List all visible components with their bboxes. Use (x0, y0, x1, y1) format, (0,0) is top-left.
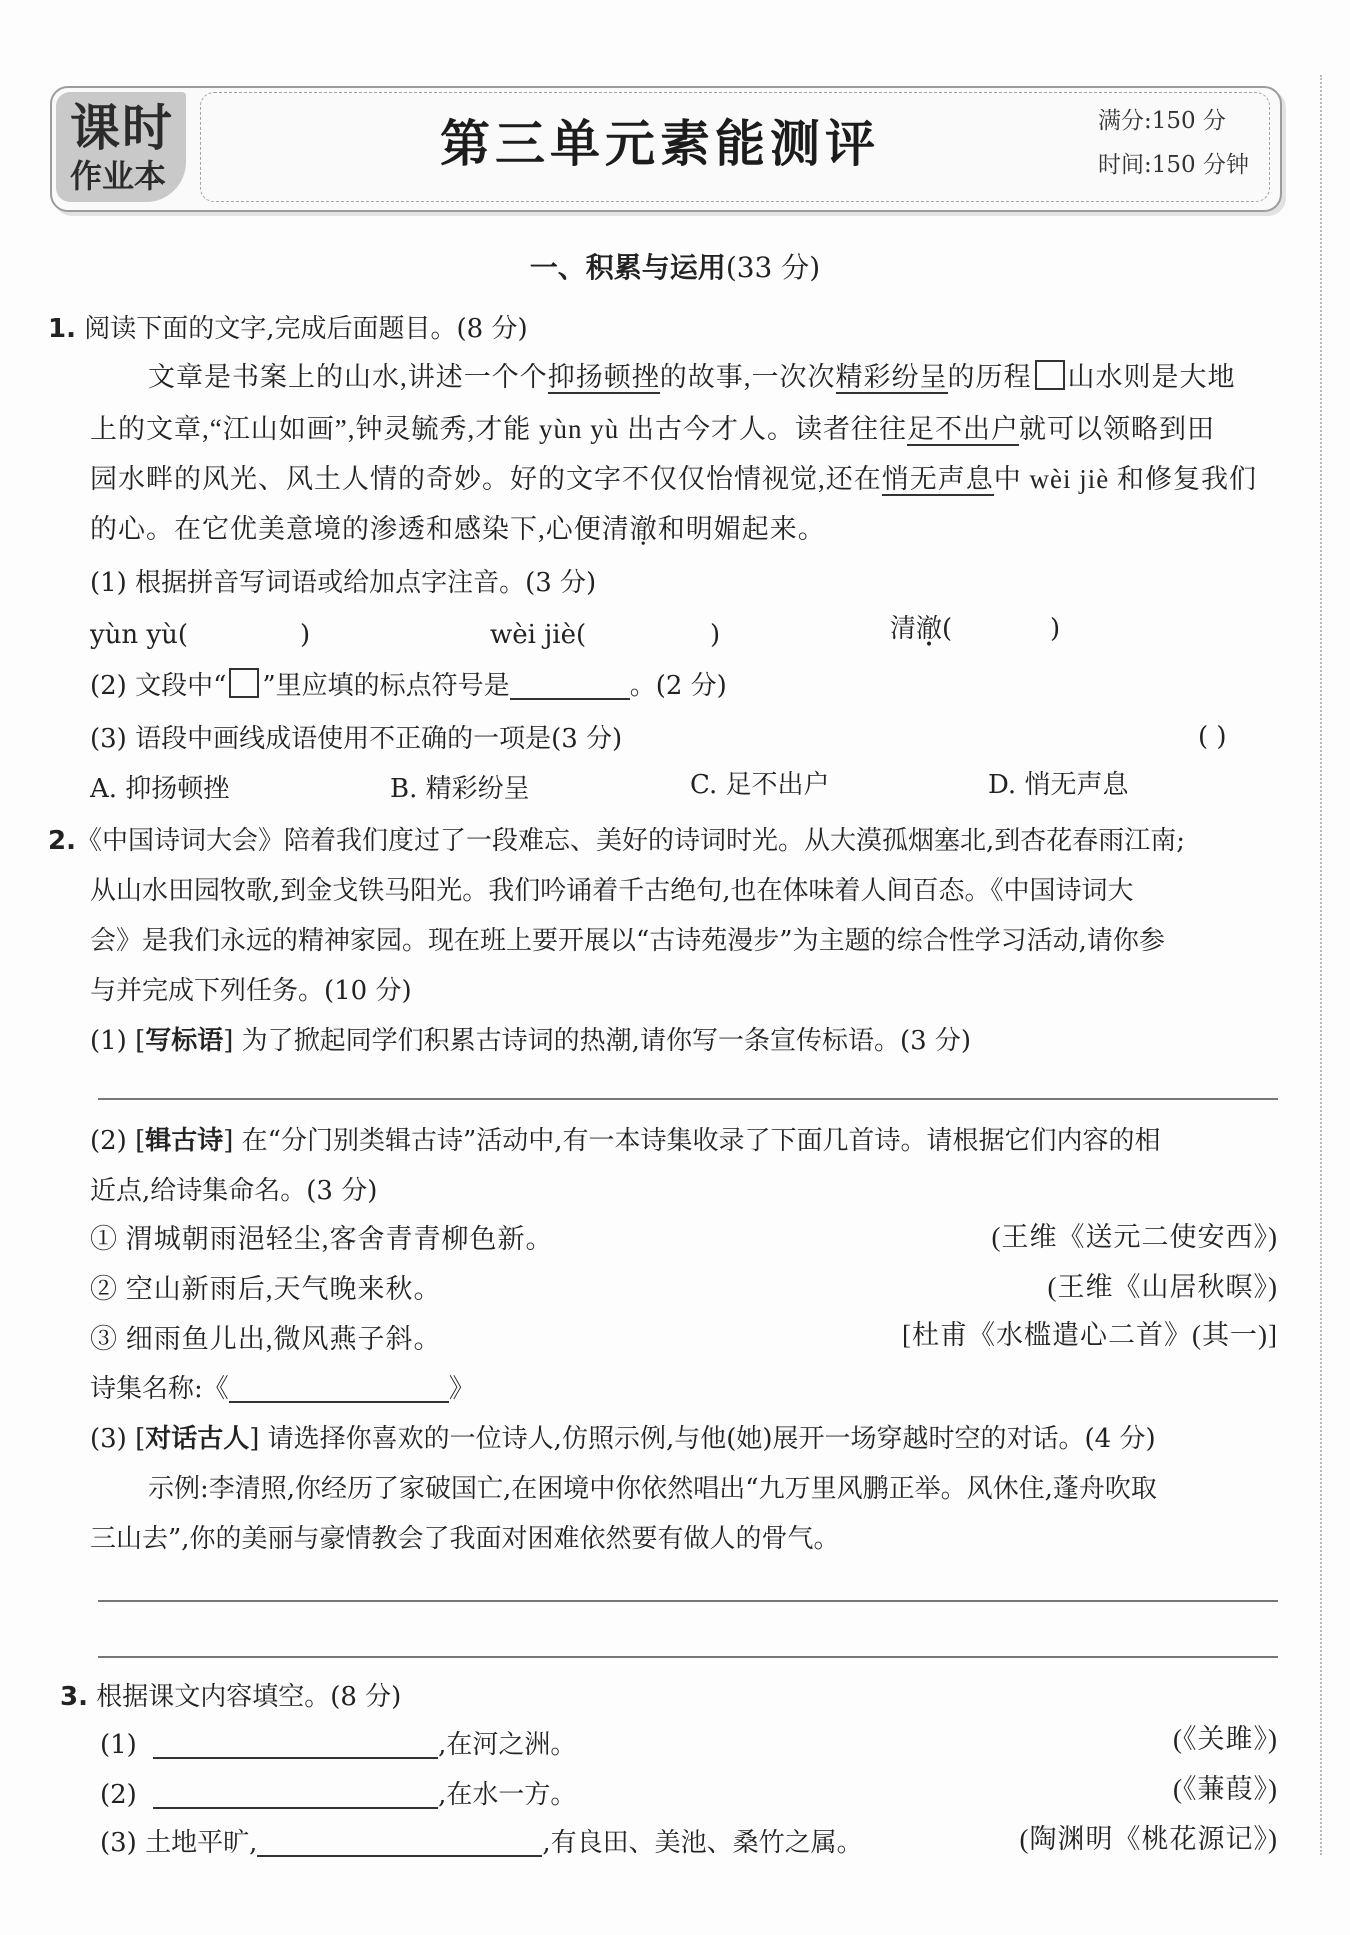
punctuation-box (1035, 360, 1065, 390)
poem-1-source: (王维《送元二使安西》) (991, 1222, 1278, 1252)
item-text: ,有良田、美池、桑竹之属。 (542, 1828, 863, 1858)
passage-text: 的心。在它优美意境的渗透和感染下,心便清 (90, 514, 630, 544)
passage-text: 山水则是大地 (1067, 362, 1236, 392)
q1-sub1-a-close: ) (300, 620, 311, 650)
poem-2-source: (王维《山居秋暝》) (1047, 1272, 1278, 1302)
text: (3) [ (90, 1424, 146, 1454)
dotted-char: 澈 (916, 614, 943, 644)
section-title (0, 250, 1350, 286)
time-limit: 时间:150 分钟 (1098, 152, 1249, 178)
underlined-idiom-2: 精彩纷呈 (835, 362, 948, 392)
q1-prompt (48, 312, 528, 346)
q2-sub2-line2: 近点,给诗集命名。(3 分) (90, 1176, 378, 1206)
passage-text: 就可以领略到田 (1018, 414, 1215, 444)
underlined-idiom-1: 抑扬顿挫 (547, 362, 660, 392)
example-line2: 三山去”,你的美丽与豪情教会了我面对困难依然要有做人的骨气。 (90, 1524, 840, 1554)
pinyin-label: yùn yù( (90, 620, 189, 650)
task-tag: 对话古人 (145, 1424, 250, 1454)
answer-line[interactable] (98, 1600, 1278, 1602)
task-tag: 写标语 (145, 1026, 224, 1056)
char: 清 (890, 614, 917, 644)
option-d[interactable]: D. 悄无声息 (988, 770, 1129, 800)
fill-blank[interactable] (257, 1833, 542, 1857)
q2-line2: 从山水田园牧歌,到金戈铁马阳光。我们吟诵着千古绝句,也在体味着人间百态。《中国诗词大 (90, 876, 1134, 906)
option-c[interactable]: C. 足不出户 (690, 770, 830, 800)
q2-line1 (48, 824, 1185, 858)
passage-text: 和明媚起来。 (657, 514, 826, 544)
q2-text: 《中国诗词大会》陪着我们度过了一段难忘、美好的诗词时光。从大漠孤烟塞北,到杏花春雨江南; (75, 826, 1185, 856)
q1-sub1-b: wèi jiè( (490, 620, 587, 650)
q2-line3: 会》是我们永远的精神家园。现在班上要开展以“古诗苑漫步”为主题的综合性学习活动,请你参 (90, 926, 1165, 956)
q1-sub2 (90, 668, 727, 703)
item-text: (3) 土地平旷, (100, 1828, 258, 1858)
q3-item2-source: (《蒹葭》) (1173, 1774, 1278, 1804)
q1-sub1-prompt: (1) 根据拼音写词语或给加点字注音。(3 分) (90, 568, 597, 598)
punctuation-box (229, 668, 259, 698)
q1-prompt-text: 阅读下面的文字,完成后面题目。(8 分) (84, 314, 528, 344)
q1-passage-line3 (90, 462, 1257, 496)
dotted-char: 澈 (629, 514, 658, 544)
poem-3: ③ 细雨鱼儿出,微风燕子斜。 (90, 1324, 442, 1354)
q3-item2 (100, 1778, 576, 1812)
text: (1) [ (90, 1026, 146, 1056)
answer-line[interactable] (98, 1656, 1278, 1658)
passage-text: 的故事,一次次 (659, 362, 836, 392)
task-tag: 辑古诗 (145, 1126, 224, 1156)
poem-1: ① 渭城朝雨浥轻尘,客舍青青柳色新。 (90, 1224, 554, 1254)
answer-line[interactable] (98, 1098, 1278, 1100)
item-text: ,在水一方。 (438, 1780, 577, 1810)
q2-sub2 (90, 1124, 1161, 1158)
q1-sub1-c-close: ) (1050, 614, 1061, 644)
q2-sub1 (90, 1024, 971, 1058)
section-score: (33 分) (725, 251, 821, 284)
fill-blank[interactable] (153, 1785, 438, 1809)
q2-number: 2. (48, 826, 76, 856)
text: ”里应填的标点符号是 (262, 671, 510, 701)
item-number: (2) (100, 1780, 137, 1810)
page-title: 第三单元素能测评 (440, 114, 880, 173)
q3-item3-source: (陶渊明《桃花源记》) (1019, 1824, 1278, 1854)
text: (2) [ (90, 1126, 146, 1156)
option-a[interactable]: A. 抑扬顿挫 (90, 774, 230, 804)
option-b[interactable]: B. 精彩纷呈 (390, 774, 530, 804)
answer-blank[interactable] (510, 676, 630, 700)
binding-rule (1320, 75, 1322, 1855)
passage-text: 文章是书案上的山水,讲述一个个 (148, 362, 548, 392)
poem-2: ② 空山新雨后,天气晚来秋。 (90, 1274, 442, 1304)
q3-prompt (60, 1680, 401, 1714)
q3-item1 (100, 1728, 576, 1762)
answer-paren[interactable]: ( ) (1198, 722, 1227, 752)
text: 。(2 分) (629, 671, 727, 701)
fill-blank[interactable] (153, 1735, 438, 1759)
q1-passage-line1 (148, 360, 1236, 394)
logo-line1: 课时 (70, 99, 174, 157)
q1-number: 1. (48, 314, 76, 344)
poem-3-source: [杜甫《水槛遣心二首》(其一)] (902, 1320, 1278, 1350)
q1-passage-line2 (90, 412, 1215, 446)
q1-sub3: (3) 语段中画线成语使用不正确的一项是(3 分) (90, 724, 623, 754)
q1-sub1-b-close: ) (710, 620, 721, 650)
label: 》 (448, 1374, 475, 1404)
passage-text: 园水畔的风光、风土人情的奇妙。好的文字不仅仅怡情视觉,还在 (90, 464, 882, 494)
collection-name-blank[interactable] (229, 1379, 449, 1403)
q1-passage-line4 (90, 512, 826, 546)
q2-sub3 (90, 1422, 1156, 1456)
q3-item1-source: (《关雎》) (1173, 1724, 1278, 1754)
q1-sub1-c (890, 612, 952, 646)
item-text: ,在河之洲。 (438, 1730, 577, 1760)
logo-line2: 作业本 (70, 157, 167, 195)
passage-text: 中 wèi jiè 和修复我们 (993, 464, 1257, 494)
q3-number: 3. (60, 1682, 88, 1712)
underlined-idiom-4: 悄无声息 (881, 464, 994, 494)
q2-line4: 与并完成下列任务。(10 分) (90, 976, 412, 1006)
q1-sub1-a (90, 618, 188, 652)
passage-text: 上的文章,“江山如画”,钟灵毓秀,才能 yùn yù 出古今才人。读者往往 (90, 414, 907, 444)
section-title-text: 一、积累与运用 (529, 251, 726, 284)
example-line1: 示例:李清照,你经历了家破国亡,在困境中你依然唱出“九万里风鹏正举。风休住,蓬舟吹取 (148, 1474, 1157, 1504)
char: ( (942, 614, 953, 644)
passage-text: 的历程 (947, 362, 1032, 392)
full-score: 满分:150 分 (1098, 108, 1226, 134)
text: (2) 文段中“ (90, 671, 227, 701)
item-number: (1) (100, 1730, 137, 1760)
text: ] 在“分门别类辑古诗”活动中,有一本诗集收录了下面几首诗。请根据它们内容的相 (223, 1126, 1161, 1156)
label: 诗集名称:《 (90, 1374, 229, 1404)
collection-name (90, 1372, 475, 1406)
text: ] 请选择你喜欢的一位诗人,仿照示例,与他(她)展开一场穿越时空的对话。(4 分) (249, 1424, 1156, 1454)
q3-item3 (100, 1826, 863, 1860)
text: ] 为了掀起同学们积累古诗词的热潮,请你写一条宣传标语。(3 分) (223, 1026, 972, 1056)
underlined-idiom-3: 足不出户 (906, 414, 1019, 444)
q3-prompt-text: 根据课文内容填空。(8 分) (96, 1682, 402, 1712)
